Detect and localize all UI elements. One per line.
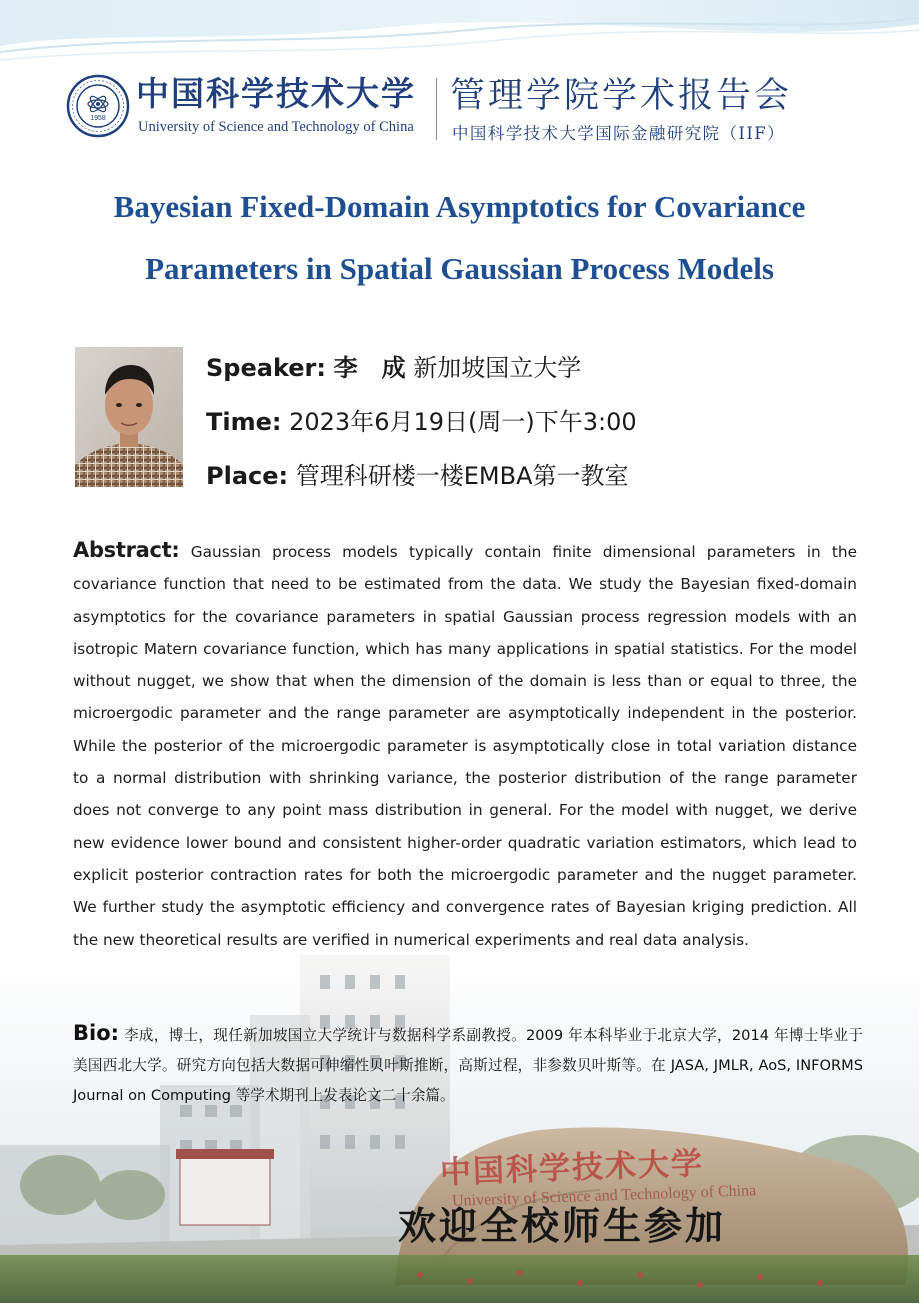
event-organizer: 中国科学技术大学国际金融研究院（IIF） bbox=[452, 124, 785, 143]
bio-section bbox=[73, 1018, 863, 1111]
abstract-label: Abstract: bbox=[73, 538, 180, 562]
bio-label: Bio: bbox=[73, 1021, 120, 1045]
university-name-chinese: 中国科学技术大学 bbox=[136, 74, 416, 113]
place-line bbox=[206, 456, 629, 496]
time-value: 2023年6月19日(周一)下午3:00 bbox=[289, 408, 637, 436]
header-divider bbox=[436, 78, 437, 140]
time-line bbox=[206, 402, 637, 442]
abstract-text: Gaussian process models typically contain finite dimensional parameters in the covariance function that need to be estimated from the data. We study the Bayesian fixed-domain asymptotics for the covariance parameters in spatial Gaussian process regression models with an isotropic Matern covariance function, which has many applications in spatial statistics. For the model without nugget, we show that when the dimension of the domain is less than or equal to three, the microergodic parameter and the range parameter are asymptotically independent in the posterior. While the posterior of the microergodic parameter is asymptotically close in total variation distance to a normal distribution with shrinking variance, the posterior distribution of the range parameter does not converge to any point mass distribution in general. For the model with nugget, we derive new evidence lower bound and consistent higher-order quadratic variation estimators, which lead to explicit posterior contraction rates for both the microergodic parameter and the nugget parameter. We further study the asymptotic efficiency and convergence rates of Bayesian kriging prediction. All the new theoretical results are verified in numerical experiments and real data analysis. bbox=[73, 543, 857, 949]
speaker-name: 李 成 bbox=[333, 354, 406, 382]
time-label: Time: bbox=[206, 408, 282, 436]
bio-text: 李成，博士，现任新加坡国立大学统计与数据科学系副教授。2009 年本科毕业于北京大学，2014 年博士毕业于美国西北大学。研究方向包括大数据可伸缩性贝叶斯推断，高斯过程，非参数贝叶斯等。在 JASA, JMLR, AoS, INFORMS Journal on Computing 等学术期刊上发表论文二十余篇。 bbox=[73, 1027, 863, 1104]
talk-title bbox=[40, 176, 879, 300]
welcome-slogan: 欢迎全校师生参加 bbox=[398, 1203, 727, 1248]
event-series-title: 管理学院学术报告会 bbox=[450, 76, 793, 116]
stone-engraving-chinese: 中国科学技术大学 bbox=[439, 1145, 705, 1191]
speaker-affiliation: 新加坡国立大学 bbox=[413, 354, 582, 382]
talk-title-line-2: Parameters in Spatial Gaussian Process Models bbox=[145, 251, 774, 286]
speaker-label: Speaker: bbox=[206, 354, 326, 382]
abstract-section bbox=[73, 534, 857, 956]
speaker-line bbox=[206, 348, 581, 388]
place-label: Place: bbox=[206, 462, 289, 490]
speaker-photo bbox=[75, 347, 183, 487]
university-seal-icon bbox=[66, 74, 130, 138]
university-name-english: University of Science and Technology of China bbox=[138, 119, 414, 135]
stone-engraving-english: University of Science and Technology of China bbox=[451, 1182, 757, 1210]
talk-title-line-1: Bayesian Fixed-Domain Asymptotics for Covariance bbox=[113, 189, 806, 224]
top-wave-decoration bbox=[0, 0, 919, 70]
seal-year: 1958 bbox=[90, 115, 106, 122]
place-value: 管理科研楼一楼EMBA第一教室 bbox=[295, 462, 629, 490]
